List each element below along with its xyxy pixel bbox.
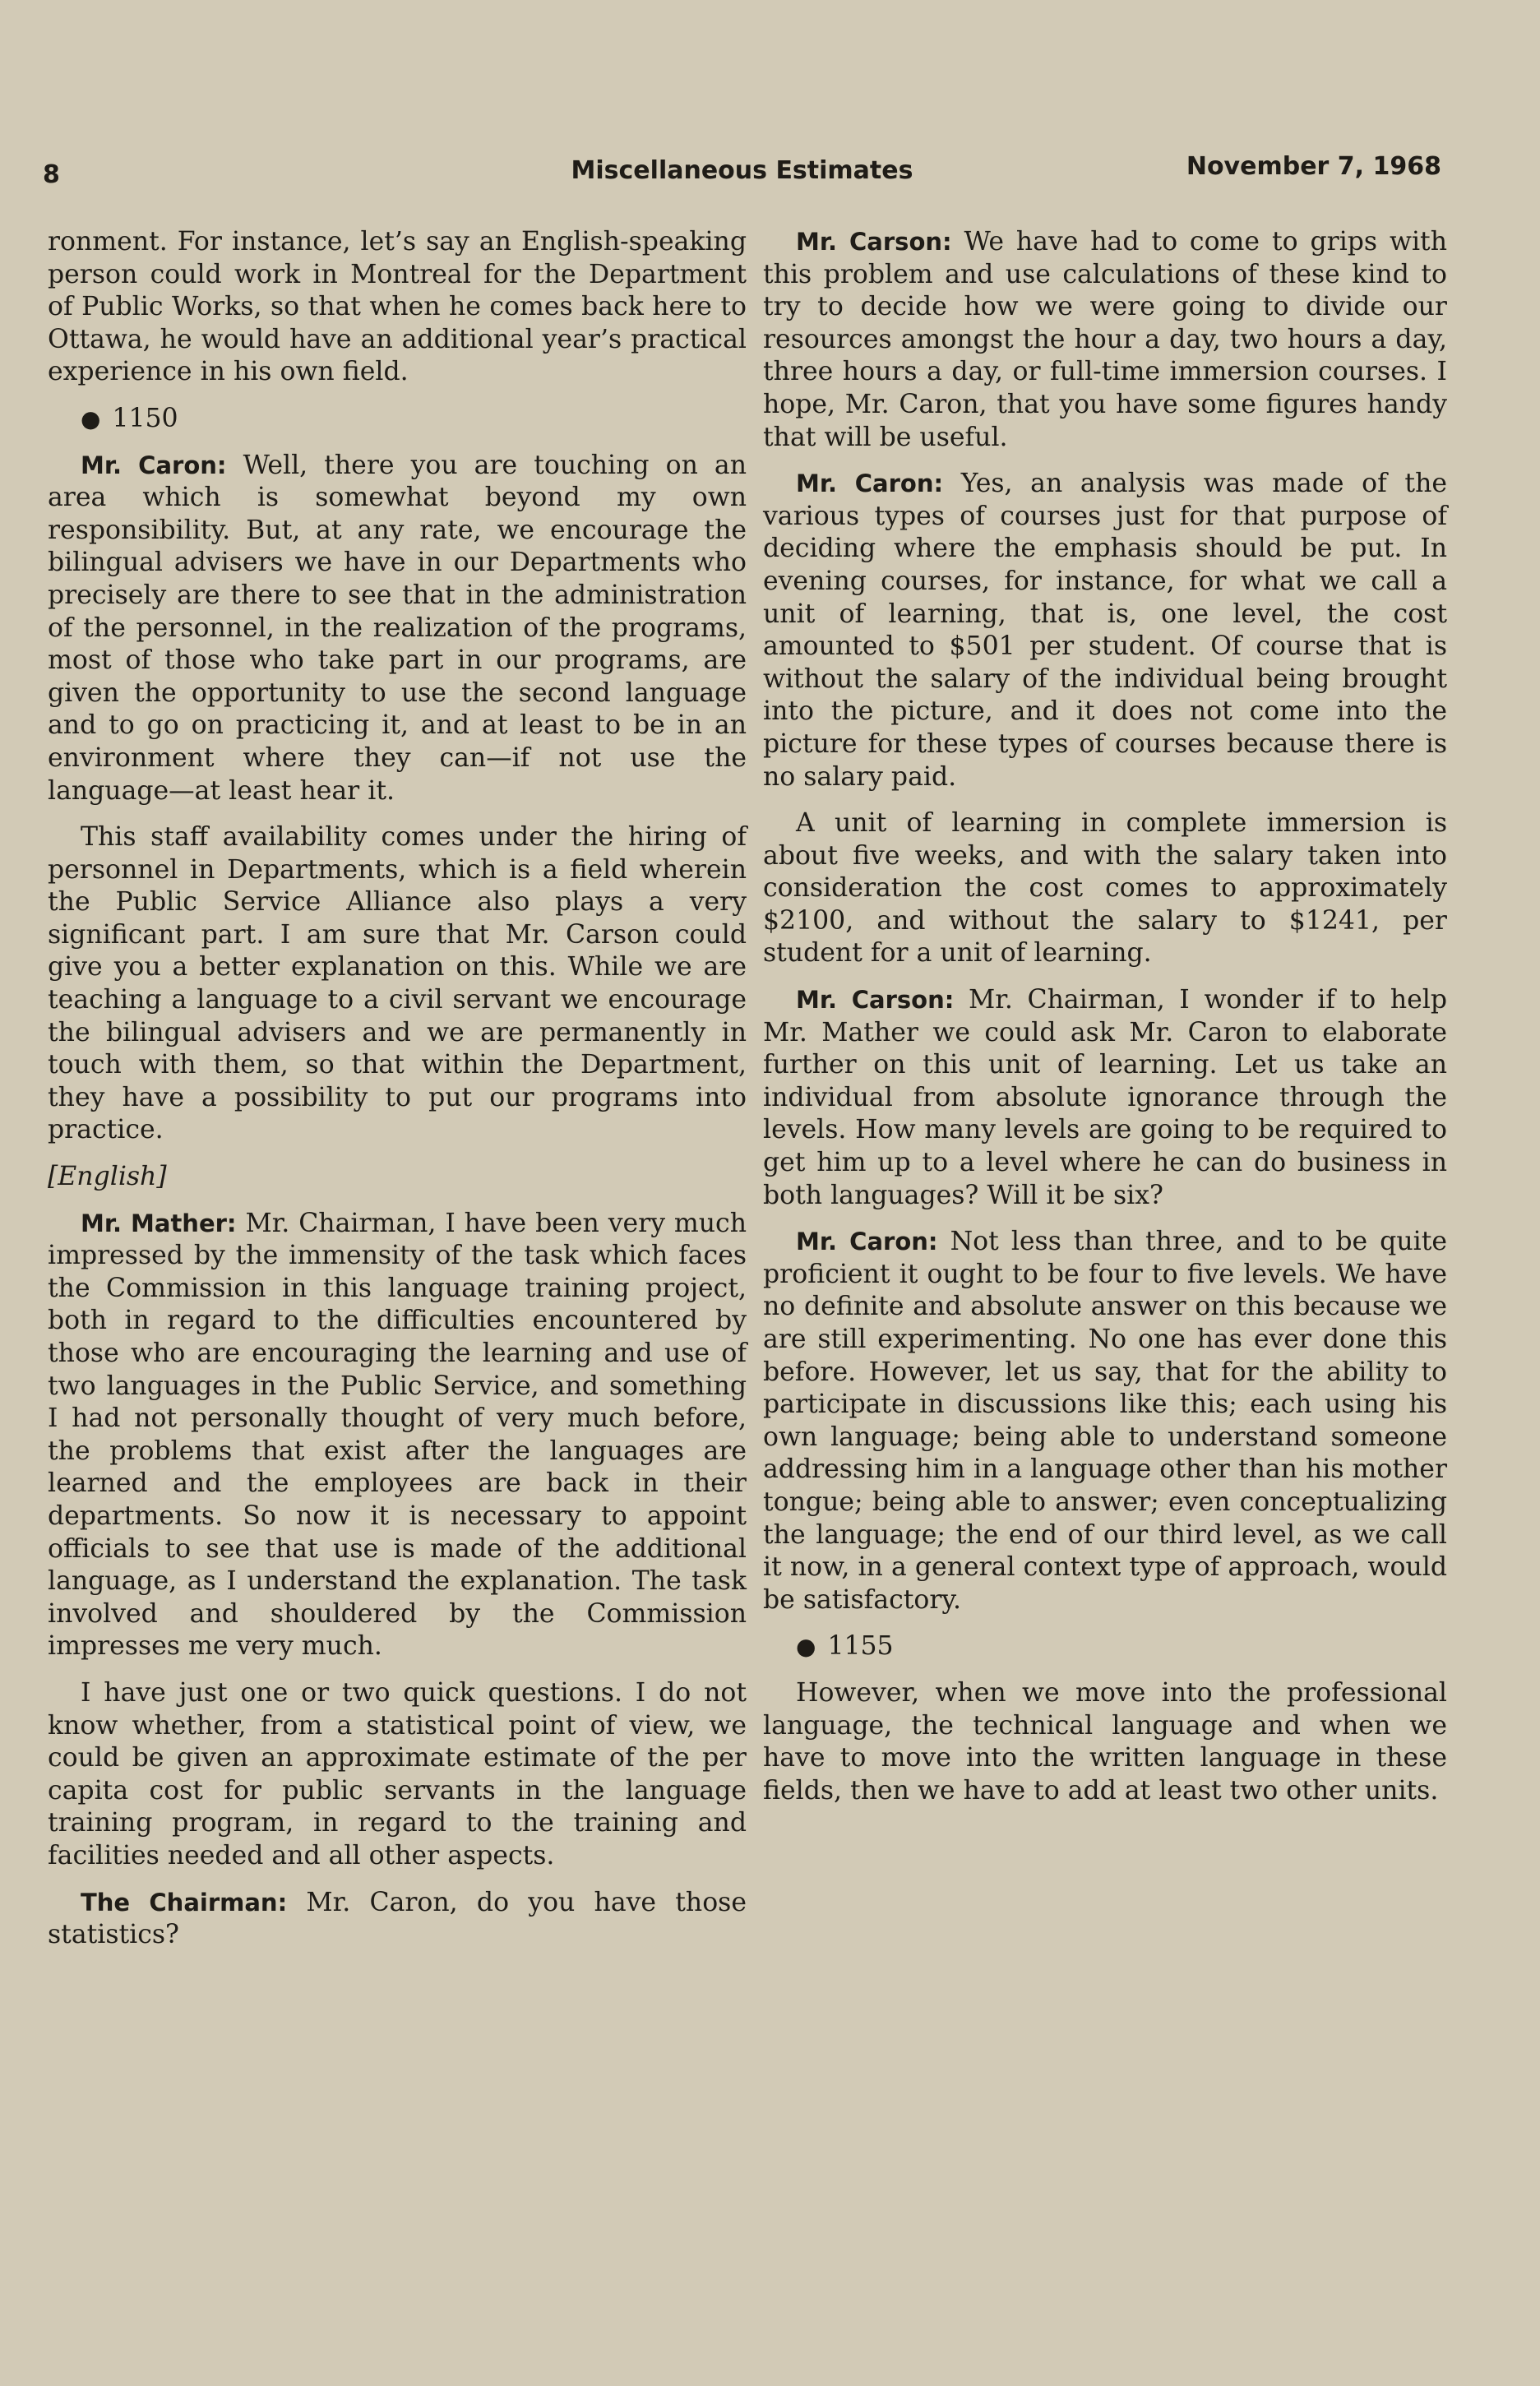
speaker-name: Mr. Mather: [81, 1209, 237, 1237]
paragraph: This staff availability comes under the hiring of personnel in Departments, which is a field wherein the Public Service Alliance also plays a very significant part. I am sure that Mr. Carson could give you a better explanation on this. While we are teaching a language to a civil servant we encourage the bilingual advisers and we are permanently in touch with them, so that within the Department, they have a possibility to put our programs into practice. [48, 822, 747, 1145]
bullet-icon: ● [81, 405, 101, 432]
marker-number: 1155 [827, 1631, 894, 1662]
speech-paragraph [763, 226, 1447, 454]
speaker-name: Mr. Carson: [796, 986, 955, 1015]
speech-text: Yes, an analysis was made of the various types of courses just for that purpose of deciding where the emphasis should be put. In evening courses, for instance, for what we call a unit of learning, that is, one level, the cost amounted to $501 per student. Of course that is without the salary of the individual being brought into the picture, and it does not come into the picture for these types of courses because there is no salary paid. [763, 469, 1448, 792]
speech-paragraph [48, 450, 747, 808]
speech-text: Mr. Chairman, I have been very much impressed by the immensity of the task which faces the Commission in this language training project, both in regard to the difficulties encountered by those who are encouraging the learning and use of two languages in the Public Service, and something I had not personally thought of very much before, the problems that exist after the languages are learned and the employees are back in their departments. So now it is necessary to appoint officials to see that use is made of the additional language, as I understand the explanation. The task involved and shouldered by the Commission impresses me very much. [48, 1208, 747, 1662]
speech-text: We have had to come to grips with this problem and use calculations of these kind to try to decide how we were going to divide our resources amongst the hour a day, two hours a day, three hours a day, or full-time immersion courses. I hope, Mr. Caron, that you have some figures handy that will be useful. [763, 227, 1447, 452]
paragraph: However, when we move into the professional language, the technical language and when we have to move into the written language in these fields, then we have to add at least two other units. [763, 1677, 1447, 1806]
speech-paragraph [48, 1887, 747, 1952]
paragraph: ronment. For instance, let’s say an English-speaking person could work in Montreal for the Department of Public Works, so that when he comes back here to Ottawa, he would have an additional year’s practical experience in his own field. [48, 227, 747, 387]
speaker-name: Mr. Caron: [796, 1228, 938, 1256]
paragraph: I have just one or two quick questions. I do not know whether, from a statistical point of view, we could be given an approximate estimate of the per capita cost for public servants in the language training program, in regard to the training and facilities needed and all other aspects. [48, 1677, 747, 1870]
speaker-name: Mr. Carson: [796, 228, 952, 256]
paragraph: A unit of learning in complete immersion is about five weeks, and with the salary taken into consideration the cost comes to approximately $2100, and without the salary to $1241, per student for a unit of learning. [763, 808, 1447, 969]
speech-paragraph [763, 1226, 1447, 1616]
page-number: 8 [43, 160, 60, 189]
running-title: Miscellaneous Estimates [571, 156, 913, 185]
language-note: [English] [48, 1162, 167, 1192]
left-column [48, 226, 747, 1966]
speech-text: Mr. Chairman, I wonder if to help Mr. Mather we could ask Mr. Caron to elaborate further on this unit of learning. Let us take an individual from absolute ignorance through the levels. How many levels are going to be required to get him up to a level where he can do business in both languages? Will it be six? [763, 985, 1447, 1210]
language-word: English [58, 1162, 157, 1192]
header-date: November 7, 1968 [1186, 152, 1441, 181]
section-marker [763, 1630, 1447, 1663]
marker-number: 1150 [112, 403, 178, 433]
speaker-name: The Chairman: [81, 1888, 288, 1917]
speech-paragraph [48, 1208, 747, 1663]
bullet-icon: ● [796, 1633, 816, 1661]
section-marker [48, 403, 747, 436]
right-column [763, 226, 1447, 1821]
speech-paragraph [763, 468, 1447, 793]
speech-paragraph [763, 984, 1447, 1212]
speech-text: Not less than three, and to be quite proficient it ought to be four to five levels. We have no definite and absolute answer on this because we are still experimenting. No one has ever done this before. However, let us say, that for the ability to participate in discussions like this; each using his own language; being able to understand someone addressing him in a language other than his mother tongue; being able to answer; even conceptualizing the language; the end of our third level, as we call it now, in a general context type of approach, would be satisfactory. [763, 1227, 1448, 1615]
page-header [43, 152, 1441, 193]
speaker-name: Mr. Caron: [81, 451, 227, 479]
speech-text: Mr. Caron, do you have those statistics? [48, 1887, 747, 1950]
speech-text: Well, there you are touching on an area which is somewhat beyond my own responsibility. But, at any rate, we encourage the bilingual advisers we have in our Departments who precisely are there to see that in the administration of the personnel, in the realization of the programs, most of those who take part in our programs, are given the opportunity to use the second language and to go on practicing it, and at least to be in an environment where they can—if not use the language—at least hear it. [48, 450, 747, 806]
speaker-name: Mr. Caron: [796, 469, 944, 498]
